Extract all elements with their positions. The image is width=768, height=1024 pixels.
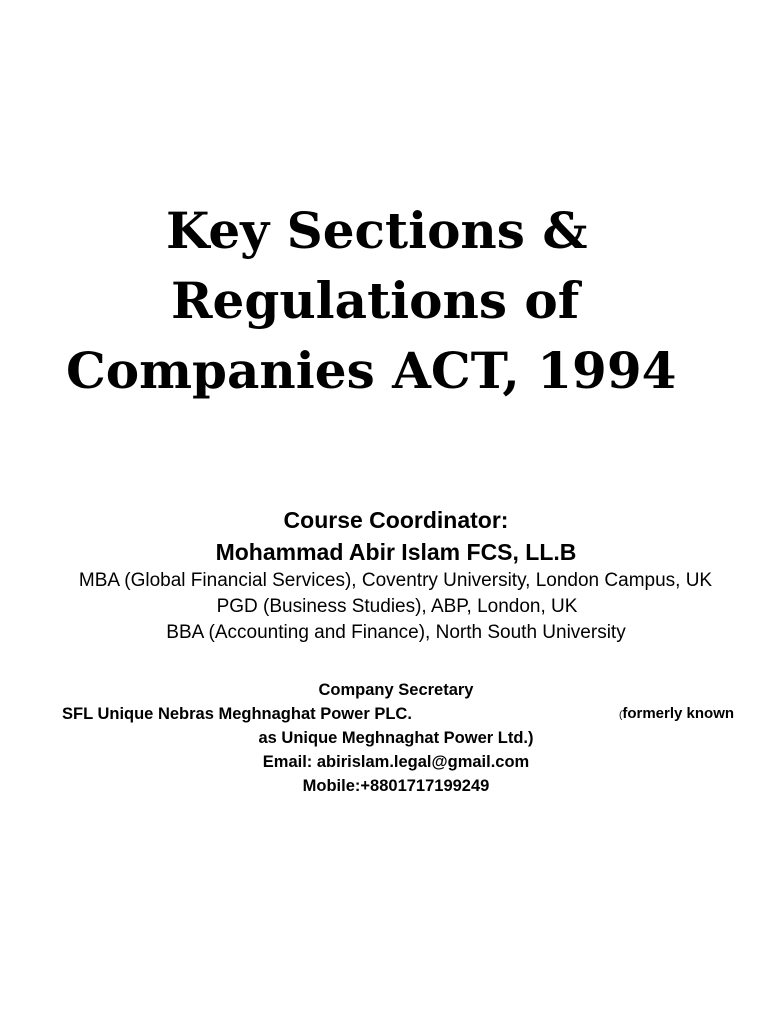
company-name: SFL Unique Nebras Meghnaghat Power PLC.: [62, 705, 412, 723]
formerly-paren: (: [619, 710, 623, 721]
secretary-role: Company Secretary: [318, 681, 474, 699]
company-secretary-block: [0, 678, 768, 798]
title-line-2: Regulations of: [171, 271, 580, 330]
degree-line: BBA (Accounting and Finance), North South University: [166, 622, 626, 643]
degree-line: PGD (Business Studies), ABP, London, UK: [216, 596, 578, 617]
mobile-line: Mobile:+8801717199249: [302, 777, 490, 795]
email-line: Email: abirislam.legal@gmail.com: [262, 753, 530, 771]
company-line: [0, 702, 768, 726]
coordinator-name: Mohammad Abir Islam FCS, LL.B: [215, 539, 577, 565]
title-line-1: Key Sections &: [166, 201, 588, 260]
title-line-3: Companies ACT, 1994: [66, 341, 677, 400]
formerly-known-note: [619, 702, 734, 728]
formerly-text: formerly known: [622, 705, 735, 722]
former-name-line: as Unique Meghnaghat Power Ltd.): [258, 729, 534, 747]
degree-line: MBA (Global Financial Services), Coventry University, London Campus, UK: [78, 570, 713, 591]
coordinator-label: Course Coordinator:: [283, 507, 509, 533]
course-coordinator-block: [0, 504, 768, 646]
document-title: [0, 196, 768, 406]
